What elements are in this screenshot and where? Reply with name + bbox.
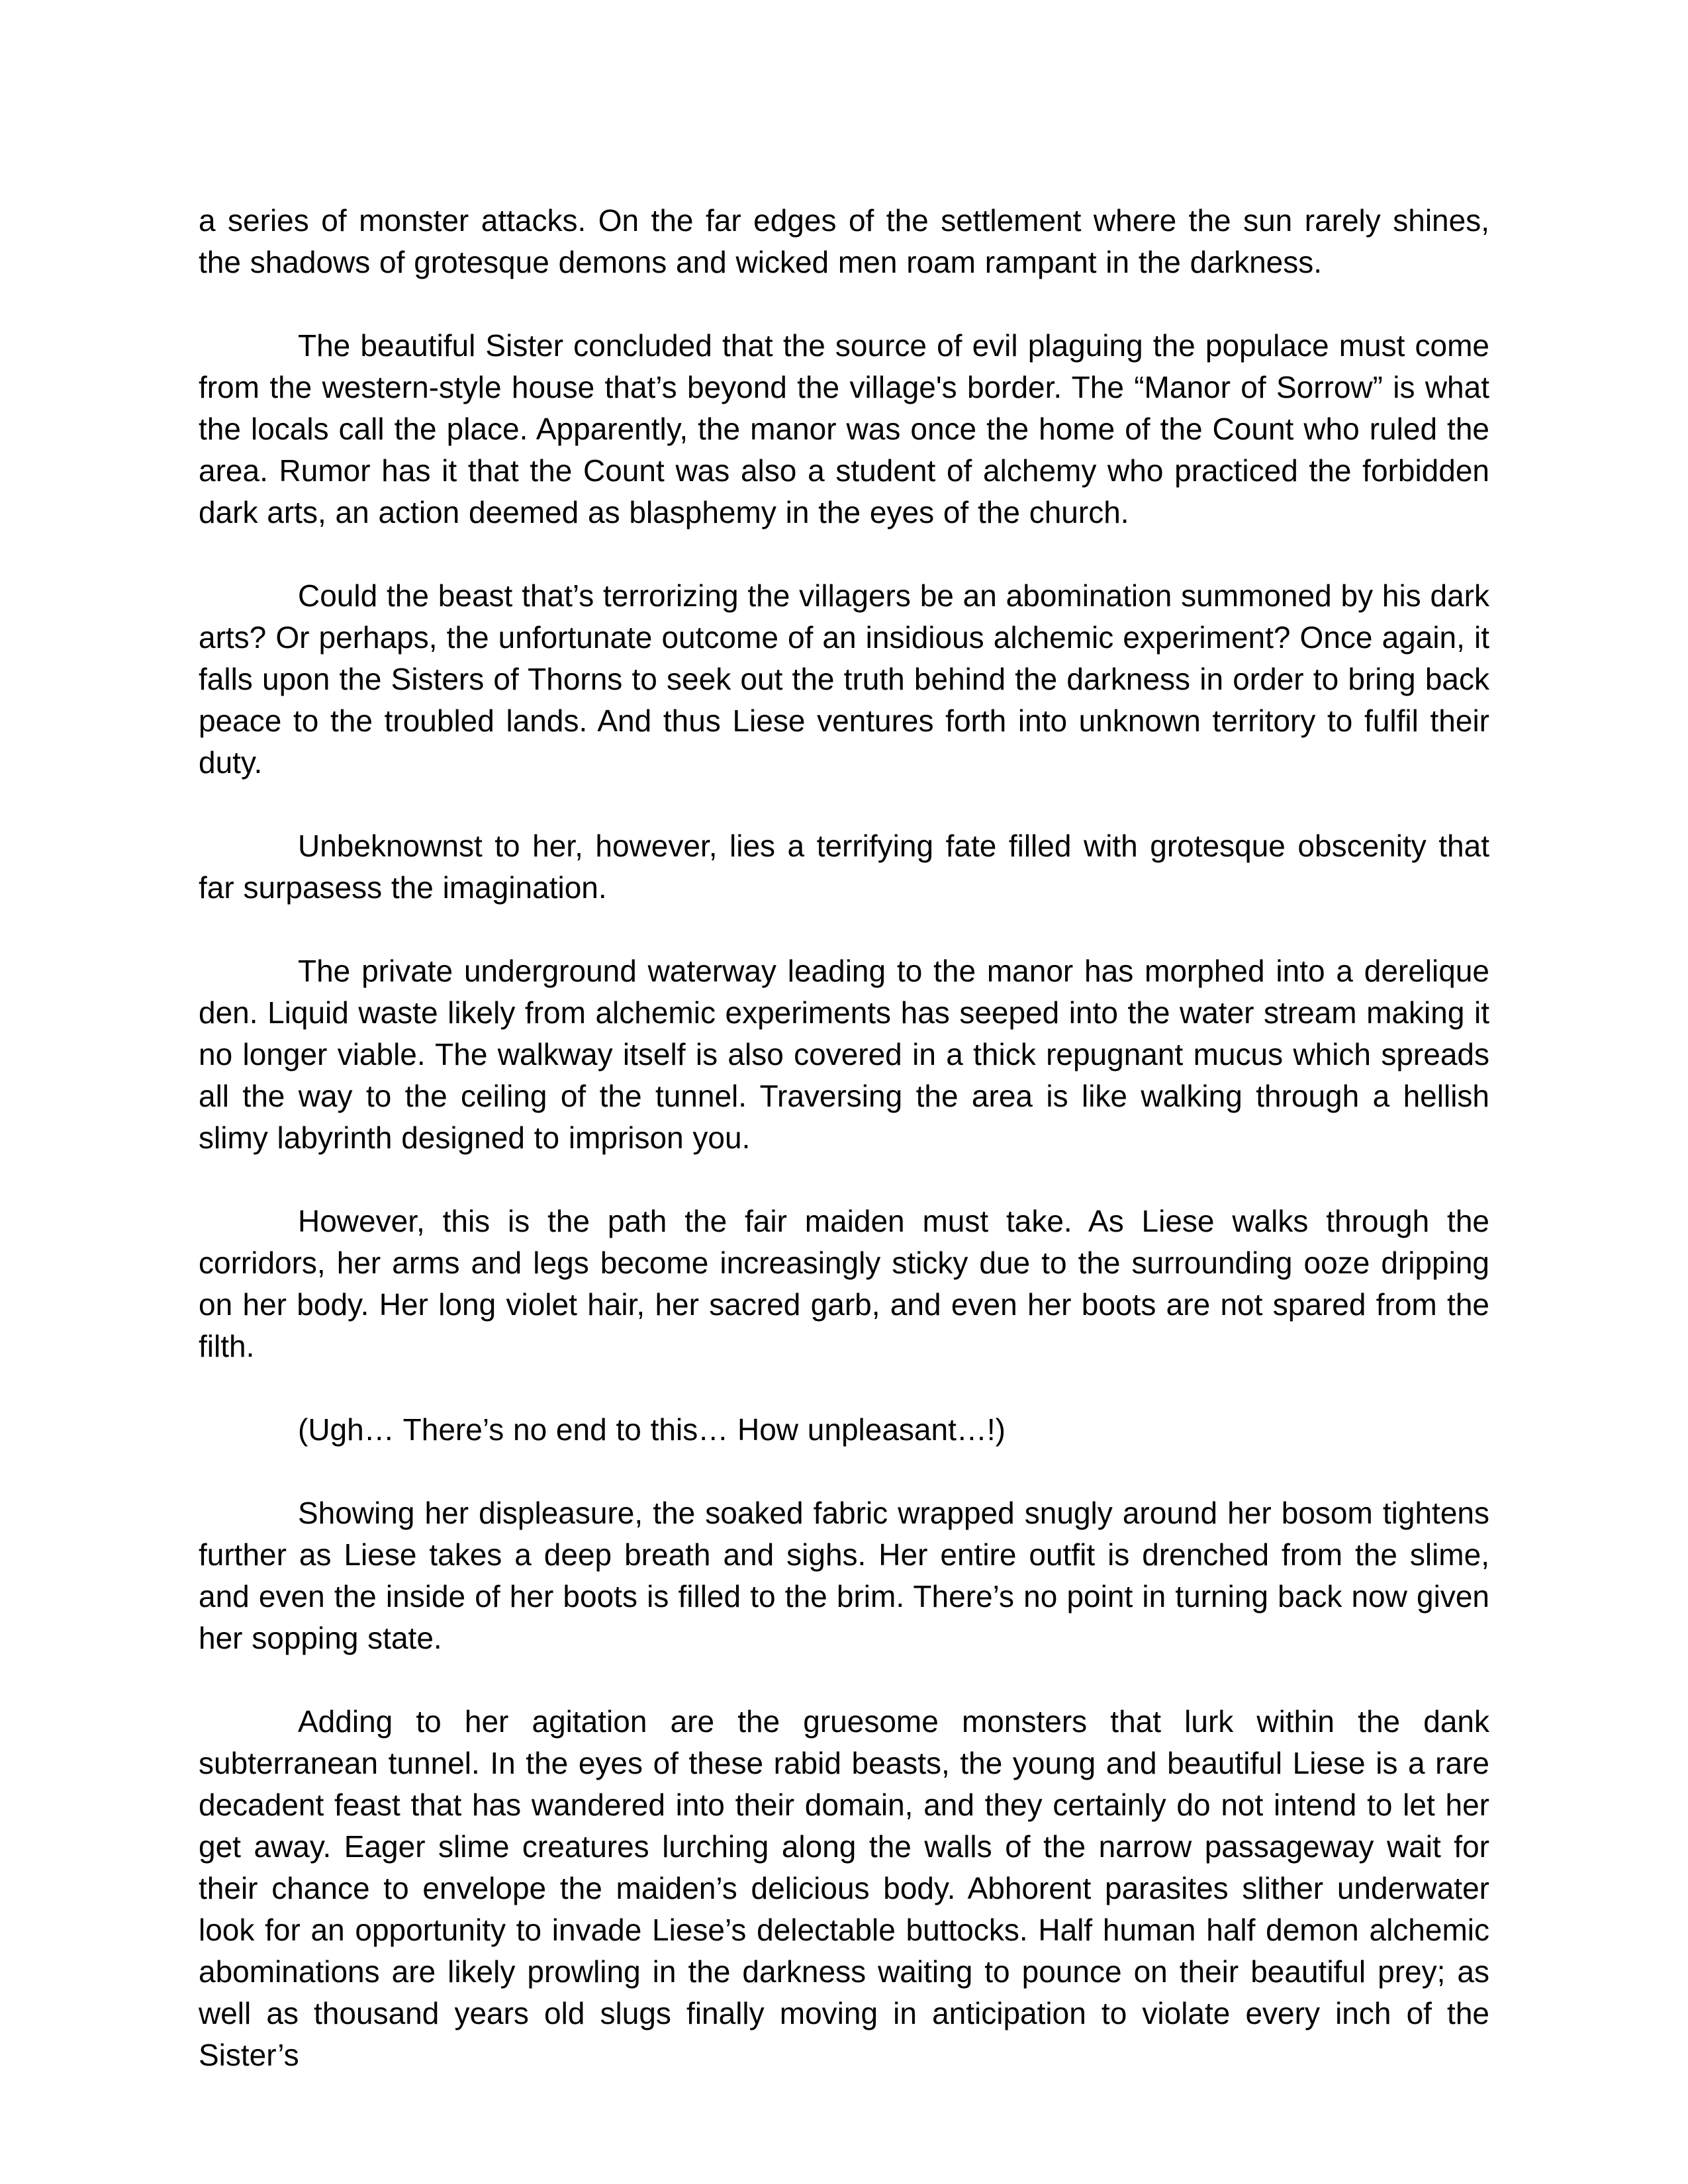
paragraph: Adding to her agitation are the gruesome monsters that lurk within the dank subterranean tunnel. In the eyes of these rabid beasts, the young and beautiful Liese is a rare decadent feast that has wandered into their domain, and they certainly do not intend to let her get away. Eager slime creatures lurching along the walls of the narrow passageway wait for their chance to envelope the maiden’s delicious body. Abhorent parasites slither underwater look for an opportunity to invade Liese’s delectable buttocks. Half human half demon alchemic abominations are likely prowling in the darkness waiting to pounce on their beautiful prey; as well as thousand years old slugs finally moving in anticipation to violate every inch of the Sister’s (199, 1704, 1489, 2072)
paragraph: Could the beast that’s terrorizing the villagers be an abomination summoned by his dark arts? Or perhaps, the unfortunate outcome of an insidious alchemic experiment? Once again, it falls upon the Sisters of Thorns to seek out the truth behind the darkness in order to bring back peace to the troubled lands. And thus Liese ventures forth into unknown territory to fulfil their duty. (199, 578, 1489, 780)
document-body-text (199, 200, 1489, 2076)
paragraph: (Ugh… There’s no end to this… How unpleasant…!) (298, 1412, 1006, 1447)
paragraph: However, this is the path the fair maiden must take. As Liese walks through the corridors, her arms and legs become increasingly sticky due to the surrounding ooze dripping on her body. Her long violet hair, her sacred garb, and even her boots are not spared from the filth. (199, 1204, 1489, 1363)
paragraph: The private underground waterway leading to the manor has morphed into a derelique den. Liquid waste likely from alchemic experiments has seeped into the water stream making it no longer viable. The walkway itself is also covered in a thick repugnant mucus which spreads all the way to the ceiling of the tunnel. Traversing the area is like walking through a hellish slimy labyrinth designed to imprison you. (199, 954, 1489, 1155)
paragraph: The beautiful Sister concluded that the source of evil plaguing the populace must come from the western-style house that’s beyond the village's border. The “Manor of Sorrow” is what the locals call the place. Apparently, the manor was once the home of the Count who ruled the area. Rumor has it that the Count was also a student of alchemy who practiced the forbidden dark arts, an action deemed as blasphemy in the eyes of the church. (199, 328, 1489, 529)
paragraph: Unbeknownst to her, however, lies a terrifying fate filled with grotesque obscenity that far surpasess the imagination. (199, 829, 1489, 905)
paragraph: Showing her displeasure, the soaked fabric wrapped snugly around her bosom tightens further as Liese takes a deep breath and sighs. Her entire outfit is drenched from the slime, and even the inside of her boots is filled to the brim. There’s no point in turning back now given her sopping state. (199, 1496, 1489, 1655)
paragraph: a series of monster attacks. On the far edges of the settlement where the sun rarely shines, the shadows of grotesque demons and wicked men roam rampant in the darkness. (199, 203, 1489, 279)
